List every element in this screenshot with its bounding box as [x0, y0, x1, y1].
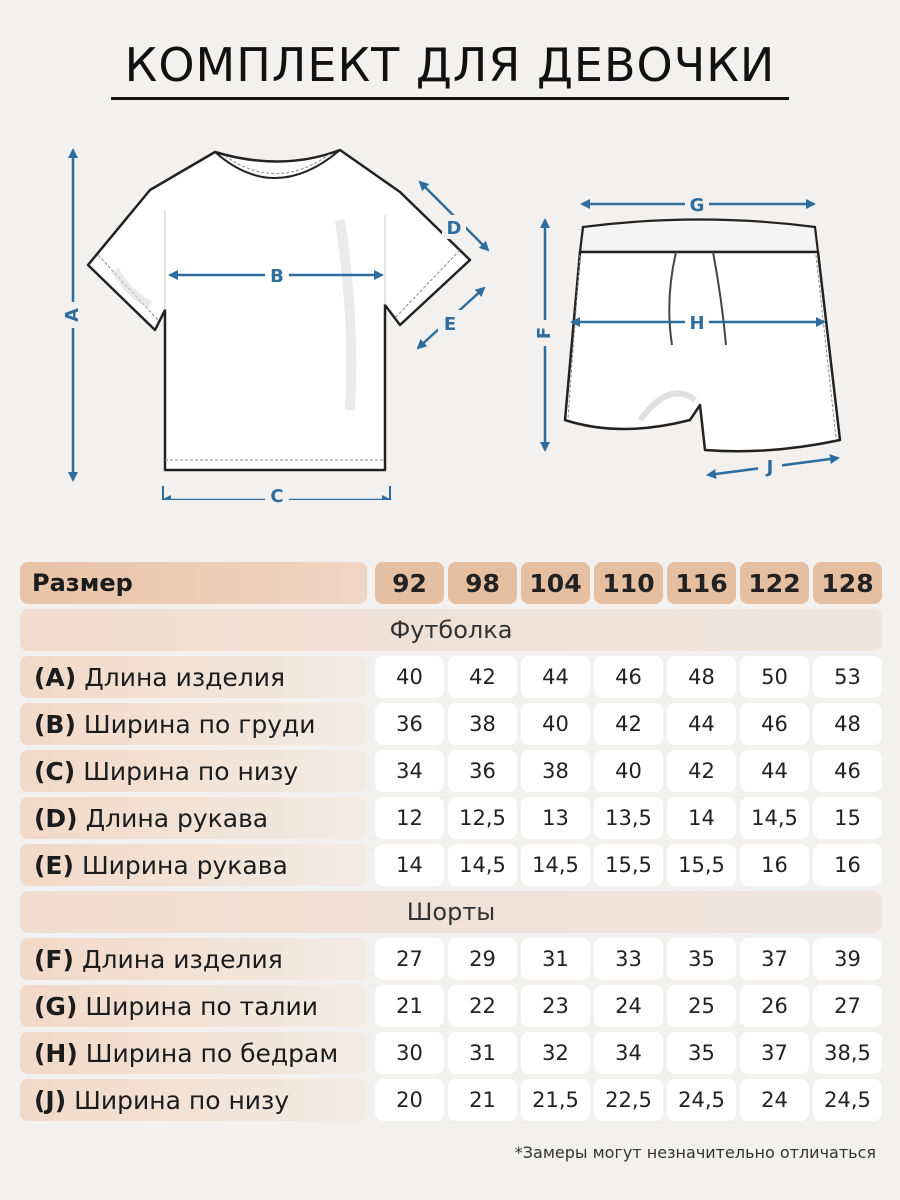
value-cell: 22	[448, 985, 517, 1027]
label-a: A	[62, 308, 83, 322]
value-cell: 32	[521, 1032, 590, 1074]
row-name: Длина изделия	[84, 662, 286, 692]
value-cell: 21	[375, 985, 444, 1027]
row-name: Ширина по бедрам	[85, 1038, 339, 1068]
row-label	[20, 938, 367, 980]
table-row	[20, 938, 882, 980]
value-cell: 15	[813, 797, 882, 839]
row-code: (A)	[34, 662, 77, 692]
value-cell: 48	[813, 703, 882, 745]
value-cell: 23	[521, 985, 590, 1027]
size-table	[20, 562, 882, 1126]
row-code: (J)	[34, 1085, 67, 1115]
value-cell: 31	[521, 938, 590, 980]
table-header-row	[20, 562, 882, 604]
value-cell: 14,5	[521, 844, 590, 886]
value-cell: 48	[667, 656, 736, 698]
value-cell: 12	[375, 797, 444, 839]
label-j: J	[766, 457, 774, 478]
size-header-cell: 104	[521, 562, 590, 604]
value-cell: 38	[448, 703, 517, 745]
value-cell: 24,5	[813, 1079, 882, 1121]
value-cell: 44	[521, 656, 590, 698]
label-d: D	[446, 218, 462, 239]
section-title: Шорты	[20, 891, 882, 933]
row-label	[20, 750, 367, 792]
value-cell: 42	[448, 656, 517, 698]
value-cell: 44	[667, 703, 736, 745]
value-cell: 42	[667, 750, 736, 792]
value-cell: 24	[594, 985, 663, 1027]
label-c: C	[265, 485, 289, 509]
row-code: (D)	[34, 803, 78, 833]
tshirt-drawing	[88, 150, 470, 470]
value-cell: 13	[521, 797, 590, 839]
value-cell: 50	[740, 656, 809, 698]
value-cell: 21,5	[521, 1079, 590, 1121]
size-header-cell: 110	[594, 562, 663, 604]
size-header-cell: 92	[375, 562, 444, 604]
label-h: H	[689, 313, 705, 334]
table-row	[20, 985, 882, 1027]
table-row	[20, 703, 882, 745]
row-name: Ширина по груди	[83, 709, 316, 739]
table-row	[20, 656, 882, 698]
value-cell: 24	[740, 1079, 809, 1121]
table-row	[20, 750, 882, 792]
table-row	[20, 1079, 882, 1121]
value-cell: 36	[375, 703, 444, 745]
value-cell: 31	[448, 1032, 517, 1074]
row-label	[20, 797, 367, 839]
shorts-drawing	[565, 220, 840, 452]
size-header-cell: 128	[813, 562, 882, 604]
label-g: G	[689, 195, 705, 216]
row-name: Длина рукава	[85, 803, 269, 833]
value-cell: 20	[375, 1079, 444, 1121]
value-cell: 44	[740, 750, 809, 792]
title-underline	[111, 97, 789, 100]
value-cell: 42	[594, 703, 663, 745]
row-code: (B)	[34, 709, 76, 739]
value-cell: 37	[740, 1032, 809, 1074]
value-cell: 33	[594, 938, 663, 980]
table-row	[20, 1032, 882, 1074]
size-header-cell: 116	[667, 562, 736, 604]
row-label	[20, 703, 367, 745]
value-cell: 25	[667, 985, 736, 1027]
row-name: Ширина по низу	[74, 1085, 290, 1115]
value-cell: 16	[813, 844, 882, 886]
header-label: Размер	[20, 562, 367, 604]
value-cell: 30	[375, 1032, 444, 1074]
table-row	[20, 797, 882, 839]
value-cell: 13,5	[594, 797, 663, 839]
value-cell: 16	[740, 844, 809, 886]
value-cell: 46	[740, 703, 809, 745]
table-row	[20, 844, 882, 886]
section-title: Футболка	[20, 609, 882, 651]
label-f: F	[534, 326, 555, 340]
value-cell: 14,5	[448, 844, 517, 886]
row-code: (C)	[34, 756, 76, 786]
row-name: Ширина по низу	[83, 756, 299, 786]
value-cell: 37	[740, 938, 809, 980]
value-cell: 40	[375, 656, 444, 698]
value-cell: 24,5	[667, 1079, 736, 1121]
value-cell: 38	[521, 750, 590, 792]
row-code: (F)	[34, 944, 74, 974]
value-cell: 46	[813, 750, 882, 792]
value-cell: 34	[594, 1032, 663, 1074]
value-cell: 15,5	[667, 844, 736, 886]
row-code: (G)	[34, 991, 78, 1021]
row-code: (H)	[34, 1038, 78, 1068]
value-cell: 22,5	[594, 1079, 663, 1121]
value-cell: 21	[448, 1079, 517, 1121]
value-cell: 27	[375, 938, 444, 980]
value-cell: 40	[521, 703, 590, 745]
row-label	[20, 1079, 367, 1121]
value-cell: 29	[448, 938, 517, 980]
value-cell: 26	[740, 985, 809, 1027]
value-cell: 34	[375, 750, 444, 792]
value-cell: 15,5	[594, 844, 663, 886]
value-cell: 53	[813, 656, 882, 698]
row-code: (E)	[34, 850, 74, 880]
value-cell: 35	[667, 938, 736, 980]
label-b: B	[270, 266, 284, 287]
row-name: Длина изделия	[81, 944, 283, 974]
garment-diagram	[0, 120, 900, 500]
value-cell: 14	[375, 844, 444, 886]
label-e: E	[443, 314, 457, 335]
row-name: Ширина рукава	[81, 850, 288, 880]
value-cell: 14,5	[740, 797, 809, 839]
row-label	[20, 656, 367, 698]
size-header-cell: 98	[448, 562, 517, 604]
row-name: Ширина по талии	[85, 991, 319, 1021]
row-label	[20, 844, 367, 886]
value-cell: 14	[667, 797, 736, 839]
value-cell: 36	[448, 750, 517, 792]
size-header-cell: 122	[740, 562, 809, 604]
value-cell: 39	[813, 938, 882, 980]
value-cell: 27	[813, 985, 882, 1027]
value-cell: 35	[667, 1032, 736, 1074]
page-title: КОМПЛЕКТ ДЛЯ ДЕВОЧКИ	[124, 38, 776, 92]
value-cell: 38,5	[813, 1032, 882, 1074]
row-label	[20, 985, 367, 1027]
value-cell: 12,5	[448, 797, 517, 839]
value-cell: 40	[594, 750, 663, 792]
row-label	[20, 1032, 367, 1074]
footnote: *Замеры могут незначительно отличаться	[514, 1143, 876, 1162]
value-cell: 46	[594, 656, 663, 698]
